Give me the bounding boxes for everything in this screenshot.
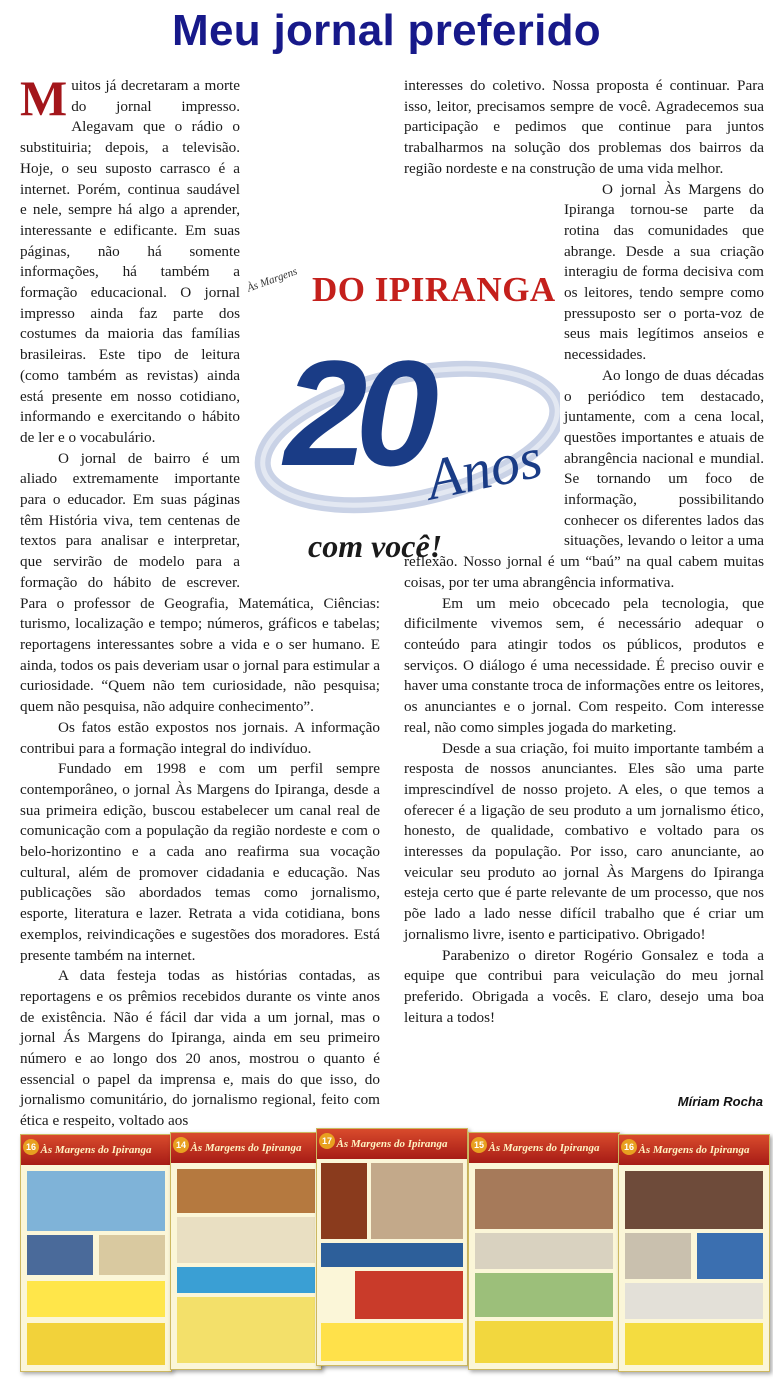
page-masthead: Às Margens do Ipiranga bbox=[638, 1144, 750, 1156]
article-paragraph: interesses do coletivo. Nossa proposta é continuar. Para isso, leitor, precisamos sempre de você. Agradecemos sua participação e pedimos que continue para juntos trabalharmos na solução dos problemas dos bairros da região nordeste e na construção de uma vida melhor. bbox=[404, 77, 764, 177]
article-paragraph: O jornal Às Margens do Ipiranga tornou-se parte da rotina das comunidades que abrange. Desde a sua criação interagiu de forma decisiva com os leitores, tendo sempre como pressuposto ser o porta-voz de seus mais legítimos anseios e necessidades. bbox=[564, 180, 764, 364]
page-masthead: Às Margens do Ipiranga bbox=[336, 1138, 448, 1150]
logo-as-margens: Às Margens bbox=[245, 265, 299, 295]
article-paragraph: O jornal de bairro é um aliado extremamente importante para o educador. Em suas páginas têm História viva, tem centenas de textos para analisar e interpretar, que servirão de modelo para a formação do hábito de escrever. Para o professor de Geografia, Matemática, Ciências: turismo, localização e tempo; números, gráficos e tabelas; reportagens interessantes sobre a vida e o ser humano. E ainda, todos os pais deveriam usar o jornal para estimular a curiosidade. “Quem não tem curiosidade, não pesquisa; quem não pesquisa, não adquire conhecimento”. bbox=[20, 449, 380, 716]
article-paragraph: Os fatos estão expostos nos jornais. A informação contribui para a formação integral do indivíduo. bbox=[20, 718, 380, 757]
page-number-badge: 16 bbox=[23, 1139, 39, 1155]
newspaper-pages-collage bbox=[20, 1128, 770, 1376]
article-paragraph: Desde a sua criação, foi muito importante também a resposta de nossos anunciantes. Eles são uma parte imprescindível de nosso projeto. A eles, o que temos a oferecer é a ligação de seu produto a um jornalismo ético, honesto, de qualidade, combativo e voltado para os interesses da população. Por isso, caro anunciante, ao veicular seu produto ao jornal Às Margens do Ipiranga esteja certo que é parte relevante de um processo, que nos põe lado a lado nesse difícil trabalho que é criar um jornalismo livre, isento e participativo. Obrigado! bbox=[404, 739, 764, 943]
page-number-badge: 15 bbox=[471, 1137, 487, 1153]
page-title: Meu jornal preferido bbox=[172, 6, 601, 55]
article-paragraph: Em um meio obcecado pela tecnologia, que dificilmente vivemos sem, é necessário adequar o conteúdo para atingir todos os públicos, produtos e serviços. O diálogo é uma necessidade. É preciso ouvir e haver uma constante troca de informações entre os leitores, os anunciantes e o jornal. Com respeito. Com interesse real, não como simples jogada do marketing. bbox=[404, 594, 764, 736]
article-paragraph: Ao longo de duas décadas o periódico tem destacado, juntamente, com a cena local, questões importantes e atuais de abrangência nacional e mundial. Se tornando um foco de informação, possibilitando conhecer os diferentes lados das situações, levando o leitor a uma reflexão. Nosso jornal é um “baú” na qual cabem muitas coisas, por ter uma abrangência informativa. bbox=[404, 366, 764, 591]
newspaper-page-thumbnail bbox=[316, 1128, 468, 1366]
newspaper-page-thumbnail bbox=[618, 1134, 770, 1372]
logo-number: 20 bbox=[284, 329, 427, 497]
page-number-badge: 17 bbox=[319, 1133, 335, 1149]
page-masthead: Às Margens do Ipiranga bbox=[40, 1144, 152, 1156]
page-number-badge: 14 bbox=[173, 1137, 189, 1153]
article-paragraph: Parabenizo o diretor Rogério Gonsalez e toda a equipe que contribui para veiculação do meu jornal preferido. Obrigada a vocês. E claro, desejo uma boa leitura a todos! bbox=[404, 946, 764, 1026]
logo-do-ipiranga: DO IPIRANGA bbox=[312, 270, 556, 309]
drop-cap: M bbox=[20, 70, 68, 126]
page-number-badge: 16 bbox=[621, 1139, 637, 1155]
logo-anos: Anos bbox=[420, 424, 548, 513]
newspaper-page-thumbnail bbox=[468, 1132, 620, 1370]
newspaper-page-thumbnail bbox=[170, 1132, 322, 1370]
article-column-right bbox=[404, 76, 764, 1028]
logo-com-voce: com você! bbox=[308, 528, 443, 564]
page-masthead: Às Margens do Ipiranga bbox=[190, 1142, 302, 1154]
page-masthead: Às Margens do Ipiranga bbox=[488, 1142, 600, 1154]
author-byline: Míriam Rocha bbox=[677, 1094, 763, 1109]
article-paragraph: Muitos já decretaram a morte do jornal impresso. Alegavam que o rádio o substituiria; depois, a televisão. Hoje, o seu suposto carrasco é a internet. Porém, continua saudável e nele, sempre há algo a aprender, interessante e edificante. Em suas páginas, não há somente informações, há também a formação educacional. O jornal impresso ainda faz parte dos costumes da maioria das famílias brasileiras. Este tipo de leitura (como também as revistas) ainda está presente em nosso cotidiano, informando e exercitando o hábito de ler e o vocabulário. bbox=[20, 70, 240, 446]
newspaper-page-thumbnail bbox=[20, 1134, 172, 1372]
article-paragraph: A data festeja todas as histórias contadas, as reportagens e os prêmios recebidos durante os vinte anos de existência. Não é fácil dar vida a um jornal, mas o jornal Ás Margens do Ipiranga, ainda em seu primeiro número e ao longo dos 20 anos, mostrou o quanto é essencial o papel da imprensa e, mais do que isso, do jornalismo comunitário, do jornalismo regional, feito com ética e respeito, voltado aos bbox=[20, 967, 380, 1130]
article-paragraph: Fundado em 1998 e com um perfil sempre contemporâneo, o jornal Às Margens do Ipiranga, desde a sua primeira edição, buscou estabelecer um canal real de comunicação com a população da região nordeste e com o belo-horizontino e a cada ano reafirma sua vocação cultural, além de promover cidadania e educação. Nas publicações são abordados temas como jornalismo, esporte, literatura e lazer. Retrata a vida cotidiana, bons exemplos, reivindicações e sugestões dos moradores. Está presente também na internet. bbox=[20, 760, 380, 964]
article-column-left bbox=[20, 70, 380, 1132]
